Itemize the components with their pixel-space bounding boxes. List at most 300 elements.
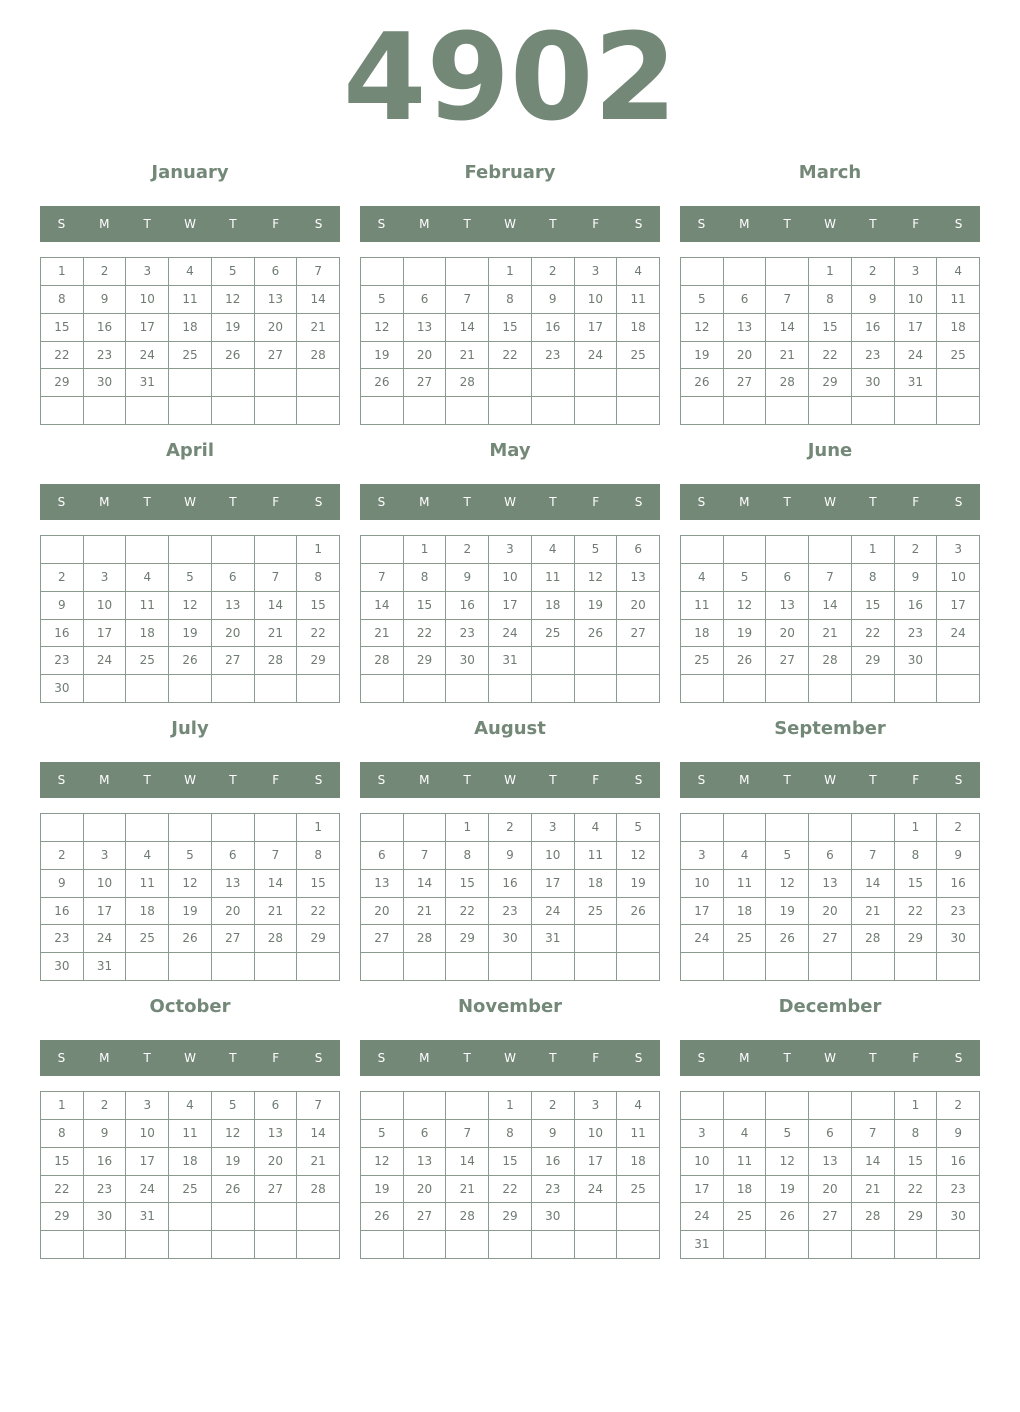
day-cell: 5 (617, 814, 660, 842)
empty-day-cell (724, 536, 767, 564)
day-cell: 27 (766, 647, 809, 675)
empty-day-cell (404, 1092, 447, 1120)
month-august (360, 713, 660, 983)
empty-day-cell (766, 675, 809, 703)
empty-day-cell (681, 814, 724, 842)
empty-day-cell (446, 1231, 489, 1259)
day-cell: 6 (404, 1120, 447, 1148)
empty-day-cell (895, 675, 938, 703)
day-cell: 11 (532, 564, 575, 592)
day-cell: 23 (895, 620, 938, 648)
day-cell: 27 (212, 925, 255, 953)
day-cell: 26 (617, 898, 660, 926)
month-name: July (171, 718, 209, 739)
day-cell: 7 (766, 286, 809, 314)
day-cell: 13 (724, 314, 767, 342)
day-cell: 18 (937, 314, 980, 342)
weekday-header: M (739, 495, 750, 509)
day-cell: 8 (489, 1120, 532, 1148)
empty-day-cell (766, 1092, 809, 1120)
day-cell: 29 (446, 925, 489, 953)
day-cell: 15 (895, 870, 938, 898)
day-grid (680, 1091, 980, 1259)
day-cell: 12 (169, 870, 212, 898)
day-cell: 9 (937, 1120, 980, 1148)
day-cell: 9 (852, 286, 895, 314)
day-cell: 20 (766, 620, 809, 648)
day-cell: 23 (532, 342, 575, 370)
day-cell: 29 (852, 647, 895, 675)
month-june (680, 435, 980, 705)
day-cell: 6 (212, 564, 255, 592)
day-cell: 6 (212, 842, 255, 870)
day-cell: 20 (404, 1176, 447, 1204)
day-cell: 3 (681, 1120, 724, 1148)
empty-day-cell (575, 1231, 618, 1259)
day-grid (680, 257, 980, 425)
weekday-header: S (697, 217, 706, 231)
day-cell: 29 (404, 647, 447, 675)
day-cell: 14 (361, 592, 404, 620)
day-cell: 30 (84, 1203, 127, 1231)
empty-day-cell (255, 1203, 298, 1231)
weekday-header: S (634, 773, 643, 787)
day-cell: 12 (361, 314, 404, 342)
day-cell: 10 (489, 564, 532, 592)
empty-day-cell (297, 675, 340, 703)
day-cell: 21 (852, 1176, 895, 1204)
day-cell: 26 (766, 925, 809, 953)
empty-day-cell (169, 1203, 212, 1231)
day-cell: 30 (852, 369, 895, 397)
day-cell: 1 (446, 814, 489, 842)
day-cell: 29 (895, 925, 938, 953)
month-september (680, 713, 980, 983)
day-cell: 27 (404, 369, 447, 397)
weekday-header: M (739, 1051, 750, 1065)
empty-day-cell (766, 536, 809, 564)
day-cell: 7 (404, 842, 447, 870)
empty-day-cell (617, 369, 660, 397)
day-cell: 13 (404, 314, 447, 342)
weekday-header: T (143, 1051, 151, 1065)
empty-day-cell (575, 953, 618, 981)
weekday-header: M (739, 217, 750, 231)
day-cell: 1 (489, 258, 532, 286)
month-name: April (165, 440, 215, 461)
empty-day-cell (255, 397, 298, 425)
day-cell: 27 (255, 1176, 298, 1204)
weekday-header: M (419, 495, 430, 509)
empty-day-cell (809, 536, 852, 564)
empty-day-cell (937, 1231, 980, 1259)
day-cell: 26 (575, 620, 618, 648)
day-cell: 26 (724, 647, 767, 675)
day-cell: 31 (126, 369, 169, 397)
day-cell: 14 (852, 870, 895, 898)
day-cell: 21 (852, 898, 895, 926)
day-cell: 23 (446, 620, 489, 648)
day-cell: 24 (681, 925, 724, 953)
day-cell: 18 (169, 1148, 212, 1176)
weekday-header: T (869, 1051, 877, 1065)
day-cell: 23 (852, 342, 895, 370)
day-cell: 21 (766, 342, 809, 370)
weekday-header-bar (40, 206, 340, 242)
day-cell: 22 (41, 342, 84, 370)
day-cell: 29 (41, 1203, 84, 1231)
day-cell: 3 (575, 1092, 618, 1120)
day-cell: 6 (809, 1120, 852, 1148)
day-cell: 9 (84, 1120, 127, 1148)
empty-day-cell (212, 814, 255, 842)
day-cell: 30 (41, 675, 84, 703)
day-cell: 2 (532, 258, 575, 286)
weekday-header: M (739, 773, 750, 787)
day-cell: 12 (766, 1148, 809, 1176)
month-april (40, 435, 340, 705)
day-cell: 29 (41, 369, 84, 397)
day-cell: 2 (937, 814, 980, 842)
empty-day-cell (169, 369, 212, 397)
day-cell: 2 (84, 258, 127, 286)
empty-day-cell (489, 953, 532, 981)
day-cell: 9 (489, 842, 532, 870)
day-cell: 22 (852, 620, 895, 648)
day-cell: 6 (255, 258, 298, 286)
day-cell: 7 (446, 286, 489, 314)
day-cell: 10 (126, 286, 169, 314)
day-cell: 18 (126, 620, 169, 648)
empty-day-cell (126, 814, 169, 842)
day-cell: 6 (766, 564, 809, 592)
empty-day-cell (361, 675, 404, 703)
day-cell: 11 (617, 1120, 660, 1148)
day-cell: 10 (126, 1120, 169, 1148)
empty-day-cell (361, 536, 404, 564)
empty-day-cell (852, 397, 895, 425)
day-cell: 3 (532, 814, 575, 842)
day-cell: 7 (297, 1092, 340, 1120)
empty-day-cell (852, 675, 895, 703)
month-name: January (151, 162, 229, 183)
weekday-header: S (377, 217, 386, 231)
empty-day-cell (532, 953, 575, 981)
day-cell: 7 (255, 564, 298, 592)
month-december (680, 991, 980, 1261)
empty-day-cell (617, 647, 660, 675)
day-cell: 5 (361, 1120, 404, 1148)
day-cell: 10 (575, 286, 618, 314)
day-cell: 13 (766, 592, 809, 620)
empty-day-cell (937, 397, 980, 425)
empty-day-cell (41, 536, 84, 564)
day-cell: 13 (255, 286, 298, 314)
day-cell: 26 (169, 925, 212, 953)
day-cell: 5 (681, 286, 724, 314)
day-cell: 13 (404, 1148, 447, 1176)
day-cell: 7 (297, 258, 340, 286)
day-cell: 12 (681, 314, 724, 342)
day-cell: 4 (532, 536, 575, 564)
weekday-header: T (783, 495, 791, 509)
empty-day-cell (724, 675, 767, 703)
day-cell: 10 (681, 870, 724, 898)
month-name: March (798, 162, 862, 183)
weekday-header: W (824, 1051, 836, 1065)
day-cell: 22 (809, 342, 852, 370)
day-cell: 17 (126, 314, 169, 342)
weekday-header: S (634, 1051, 643, 1065)
empty-day-cell (766, 814, 809, 842)
empty-day-cell (297, 397, 340, 425)
weekday-header: S (634, 495, 643, 509)
empty-day-cell (126, 536, 169, 564)
day-cell: 26 (681, 369, 724, 397)
day-cell: 15 (41, 1148, 84, 1176)
day-cell: 2 (41, 842, 84, 870)
day-cell: 1 (852, 536, 895, 564)
day-cell: 29 (809, 369, 852, 397)
empty-day-cell (575, 675, 618, 703)
weekday-header: F (272, 495, 280, 509)
day-cell: 23 (84, 342, 127, 370)
day-cell: 18 (681, 620, 724, 648)
weekday-header: T (549, 1051, 557, 1065)
day-cell: 8 (297, 842, 340, 870)
weekday-header: F (272, 773, 280, 787)
day-cell: 6 (255, 1092, 298, 1120)
day-cell: 24 (575, 342, 618, 370)
day-cell: 27 (809, 1203, 852, 1231)
empty-day-cell (212, 536, 255, 564)
empty-day-cell (617, 925, 660, 953)
day-cell: 15 (489, 1148, 532, 1176)
empty-day-cell (724, 1231, 767, 1259)
day-cell: 15 (297, 592, 340, 620)
day-cell: 13 (255, 1120, 298, 1148)
day-cell: 19 (617, 870, 660, 898)
weekday-header: T (229, 495, 237, 509)
day-cell: 8 (895, 842, 938, 870)
day-cell: 4 (724, 1120, 767, 1148)
weekday-header: M (419, 1051, 430, 1065)
day-cell: 24 (532, 898, 575, 926)
day-cell: 21 (404, 898, 447, 926)
empty-day-cell (169, 536, 212, 564)
empty-day-cell (126, 675, 169, 703)
day-cell: 11 (724, 870, 767, 898)
day-cell: 6 (809, 842, 852, 870)
day-cell: 16 (489, 870, 532, 898)
weekday-header: T (869, 773, 877, 787)
weekday-header: T (143, 217, 151, 231)
empty-day-cell (766, 1231, 809, 1259)
day-cell: 18 (126, 898, 169, 926)
weekday-header-bar (40, 762, 340, 798)
day-cell: 8 (489, 286, 532, 314)
day-cell: 26 (361, 369, 404, 397)
weekday-header: T (549, 217, 557, 231)
empty-day-cell (446, 258, 489, 286)
month-name: September (774, 718, 886, 739)
day-cell: 22 (297, 898, 340, 926)
day-cell: 8 (297, 564, 340, 592)
empty-day-cell (617, 1203, 660, 1231)
weekday-header: F (592, 1051, 600, 1065)
day-grid (40, 813, 340, 981)
weekday-header: W (824, 773, 836, 787)
day-cell: 28 (297, 1176, 340, 1204)
day-cell: 4 (126, 564, 169, 592)
empty-day-cell (937, 953, 980, 981)
day-cell: 26 (766, 1203, 809, 1231)
day-cell: 2 (84, 1092, 127, 1120)
empty-day-cell (895, 953, 938, 981)
day-cell: 21 (297, 1148, 340, 1176)
day-cell: 20 (255, 314, 298, 342)
empty-day-cell (41, 1231, 84, 1259)
weekday-header: T (229, 773, 237, 787)
day-cell: 25 (724, 1203, 767, 1231)
day-cell: 25 (681, 647, 724, 675)
month-october (40, 991, 340, 1261)
day-cell: 25 (169, 342, 212, 370)
weekday-header: S (314, 495, 323, 509)
day-cell: 12 (766, 870, 809, 898)
empty-day-cell (809, 675, 852, 703)
day-cell: 5 (212, 1092, 255, 1120)
day-cell: 26 (212, 342, 255, 370)
day-grid (40, 1091, 340, 1259)
weekday-header: S (377, 495, 386, 509)
day-cell: 25 (169, 1176, 212, 1204)
day-cell: 14 (446, 1148, 489, 1176)
day-cell: 3 (84, 842, 127, 870)
empty-day-cell (446, 953, 489, 981)
day-cell: 17 (84, 898, 127, 926)
day-cell: 24 (84, 647, 127, 675)
day-cell: 18 (617, 314, 660, 342)
day-cell: 1 (297, 536, 340, 564)
day-cell: 21 (297, 314, 340, 342)
day-cell: 27 (404, 1203, 447, 1231)
day-cell: 16 (937, 870, 980, 898)
day-cell: 3 (489, 536, 532, 564)
empty-day-cell (937, 647, 980, 675)
day-cell: 26 (169, 647, 212, 675)
empty-day-cell (212, 1231, 255, 1259)
day-cell: 18 (575, 870, 618, 898)
empty-day-cell (169, 953, 212, 981)
day-cell: 12 (724, 592, 767, 620)
weekday-header: S (954, 773, 963, 787)
empty-day-cell (852, 953, 895, 981)
day-cell: 23 (489, 898, 532, 926)
month-march (680, 157, 980, 427)
day-grid (360, 1091, 660, 1259)
day-cell: 3 (681, 842, 724, 870)
day-cell: 23 (84, 1176, 127, 1204)
day-cell: 19 (724, 620, 767, 648)
empty-day-cell (255, 369, 298, 397)
day-cell: 21 (255, 898, 298, 926)
day-cell: 1 (404, 536, 447, 564)
day-cell: 11 (617, 286, 660, 314)
day-cell: 31 (489, 647, 532, 675)
empty-day-cell (126, 397, 169, 425)
day-cell: 11 (126, 592, 169, 620)
empty-day-cell (766, 397, 809, 425)
day-cell: 3 (84, 564, 127, 592)
weekday-header: W (184, 217, 196, 231)
day-cell: 20 (809, 898, 852, 926)
weekday-header: W (184, 773, 196, 787)
day-cell: 17 (532, 870, 575, 898)
month-february (360, 157, 660, 427)
empty-day-cell (724, 953, 767, 981)
weekday-header: T (549, 773, 557, 787)
empty-day-cell (724, 258, 767, 286)
weekday-header: M (99, 1051, 110, 1065)
weekday-header: S (954, 495, 963, 509)
day-cell: 31 (895, 369, 938, 397)
day-cell: 4 (617, 1092, 660, 1120)
empty-day-cell (404, 258, 447, 286)
weekday-header: W (184, 495, 196, 509)
empty-day-cell (212, 397, 255, 425)
empty-day-cell (404, 1231, 447, 1259)
day-cell: 5 (169, 564, 212, 592)
day-cell: 22 (895, 898, 938, 926)
day-cell: 9 (532, 1120, 575, 1148)
empty-day-cell (724, 397, 767, 425)
weekday-header: W (504, 217, 516, 231)
day-cell: 20 (724, 342, 767, 370)
day-cell: 13 (212, 592, 255, 620)
weekday-header: W (504, 773, 516, 787)
day-cell: 2 (489, 814, 532, 842)
day-cell: 3 (575, 258, 618, 286)
day-cell: 29 (895, 1203, 938, 1231)
day-cell: 16 (852, 314, 895, 342)
day-cell: 17 (126, 1148, 169, 1176)
month-name: August (474, 718, 546, 739)
weekday-header: F (592, 217, 600, 231)
weekday-header: M (419, 217, 430, 231)
day-cell: 2 (937, 1092, 980, 1120)
day-cell: 22 (404, 620, 447, 648)
empty-day-cell (212, 369, 255, 397)
empty-day-cell (169, 675, 212, 703)
empty-day-cell (809, 814, 852, 842)
empty-day-cell (532, 1231, 575, 1259)
month-november (360, 991, 660, 1261)
day-cell: 30 (895, 647, 938, 675)
weekday-header: F (272, 1051, 280, 1065)
day-cell: 29 (297, 925, 340, 953)
day-cell: 15 (297, 870, 340, 898)
day-cell: 18 (169, 314, 212, 342)
empty-day-cell (169, 814, 212, 842)
day-cell: 22 (895, 1176, 938, 1204)
day-cell: 9 (41, 870, 84, 898)
day-cell: 11 (169, 1120, 212, 1148)
empty-day-cell (766, 258, 809, 286)
day-cell: 24 (126, 1176, 169, 1204)
day-cell: 16 (532, 314, 575, 342)
day-cell: 15 (809, 314, 852, 342)
